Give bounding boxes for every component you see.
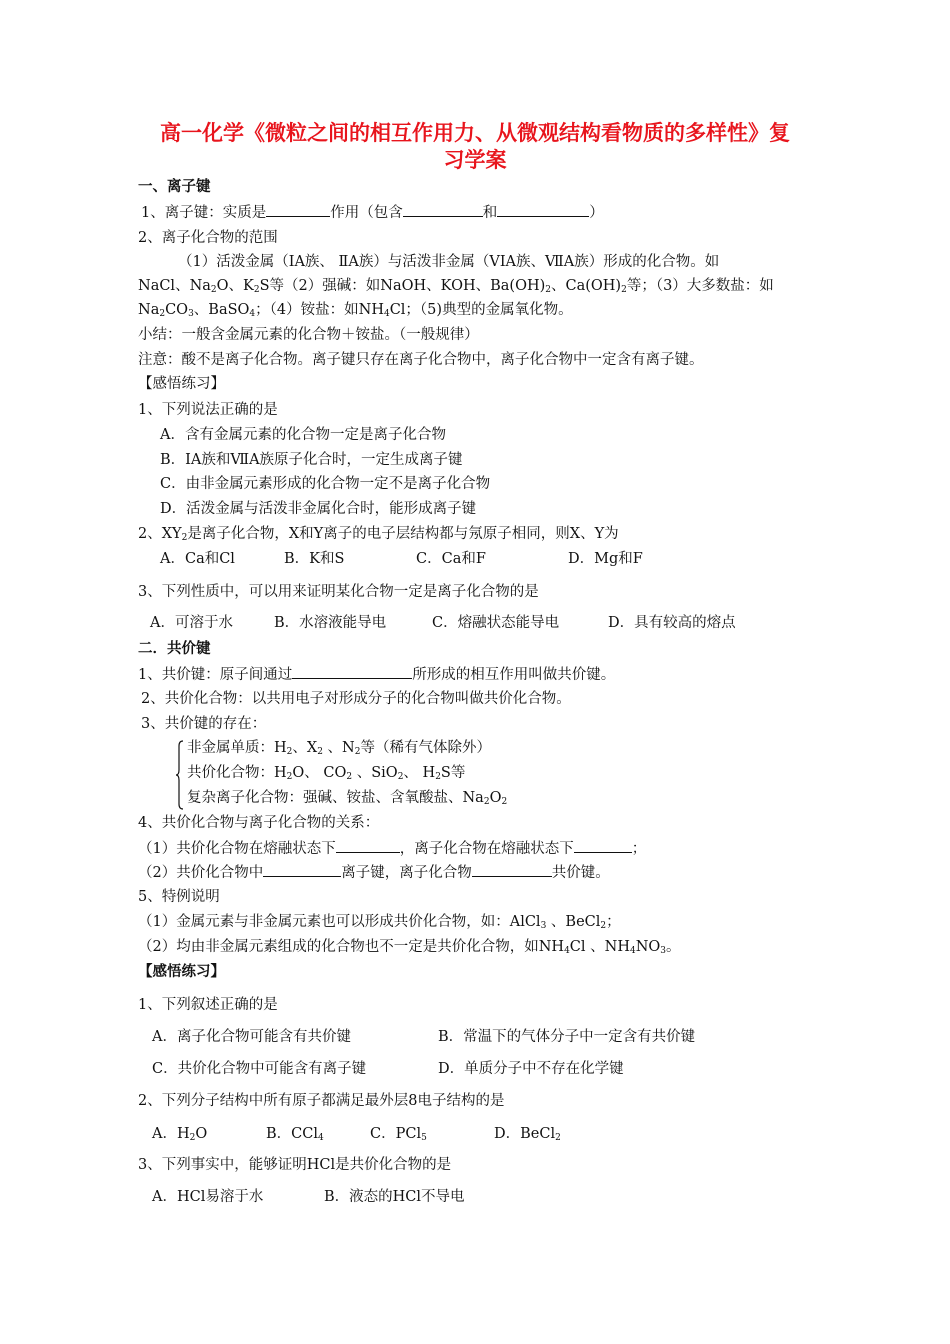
option-a: A．$H_2O$ (152, 1126, 208, 1143)
answer-blank[interactable] (292, 664, 412, 679)
ionic-compound-range: 2、离子化合物的范围 (138, 230, 278, 246)
option-d: D．单质分子中不存在化学键 (438, 1061, 624, 1077)
option-b: B．K和S (284, 551, 345, 567)
answer-blank[interactable] (574, 838, 632, 853)
question-2-options (160, 549, 643, 569)
curly-brace-icon (176, 740, 184, 810)
option-b: B．液态的HCl不导电 (324, 1189, 465, 1205)
question-3-options (152, 1187, 465, 1207)
range-examples-cont: $Na_2CO_3$、BaSO$_4$；（4）铵盐：如$NH_4Cl$；（5)典型的金属氧化物。 (138, 302, 573, 319)
question-1-options-row-1 (152, 1027, 695, 1047)
section-covalent-heading: 二．共价键 (138, 641, 211, 657)
question-2: 2、下列分子结构中所有原子都满足最外层8电子结构的是 (138, 1093, 505, 1109)
covalent-existence: 3、共价键的存在： (141, 716, 267, 732)
question-2: 2、$XY_2$是离子化合物，X和Y离子的电子层结构都与氖原子相同，则X、Y为 (138, 526, 619, 543)
practice-heading: 【感悟练习】 (138, 376, 225, 392)
ionic-definition: 1、离子键：实质是 作用（包含 和 ） (141, 202, 604, 223)
option-d: D．BeCl$_2$ (494, 1126, 561, 1143)
practice-heading: 【感悟练习】 (138, 964, 225, 980)
covalent-compound-definition: 2、共价化合物：以共用电子对形成分子的化合物叫做共价化合物。 (141, 691, 571, 707)
document-title (120, 120, 830, 174)
option-b: B．CCl$_4$ (266, 1126, 324, 1143)
option-d: D．Mg和F (568, 551, 643, 567)
special-cases-heading: 5、特例说明 (138, 889, 220, 905)
option-a: A．HCl易溶于水 (152, 1189, 264, 1205)
option-a: A．Ca和Cl (160, 551, 235, 567)
section-ionic-heading: 一、离子键 (138, 179, 211, 195)
option-a: A．离子化合物可能含有共价键 (152, 1029, 351, 1045)
option-b: B．水溶液能导电 (274, 615, 387, 631)
option-c: C．共价化合物中可能含有离子键 (152, 1061, 367, 1077)
question-2-options (152, 1124, 561, 1144)
relation-item-1: （1）共价化合物在熔融状态下 ，离子化合物在熔融状态下 ； (138, 838, 646, 859)
brace-item-nonmetal: 非金属单质：$H_2$、$X_2$ 、$N_2$等（稀有气体除外） (187, 740, 491, 757)
option-c: C．熔融状态能导电 (432, 615, 560, 631)
option-d: D．具有较高的熔点 (608, 615, 736, 631)
answer-blank[interactable] (336, 838, 400, 853)
covalent-definition: 1、共价键：原子间通过 所形成的相互作用叫做共价键。 (138, 664, 615, 685)
relation-item-2: （2）共价化合物中 离子键，离子化合物 共价键。 (138, 862, 610, 883)
answer-blank[interactable] (497, 202, 589, 217)
option-c: C．Ca和F (416, 551, 486, 567)
brace-item-covalent: 共价化合物：$H_2O$、 $CO_2$ 、SiO$_2$、 $H_2S$等 (187, 765, 466, 782)
special-case-1: （1）金属元素与非金属元素也可以形成共价化合物，如：AlCl$_3$ 、BeCl$_2$； (138, 914, 621, 931)
option-a: A．含有金属元素的化合物一定是离子化合物 (160, 427, 446, 443)
question-3: 3、下列事实中，能够证明HCl是共价化合物的是 (138, 1157, 452, 1173)
question-1: 1、下列叙述正确的是 (138, 997, 278, 1013)
summary-text: 小结：一般含金属元素的化合物＋铵盐。（一般规律） (138, 327, 479, 343)
option-a: A．可溶于水 (150, 615, 233, 631)
title-line-1: 高一化学《微粒之间的相互作用力、从微观结构看物质的多样性》复 (160, 121, 790, 145)
question-3-options (150, 613, 736, 633)
question-1: 1、下列说法正确的是 (138, 402, 278, 418)
brace-item-complex-ionic: 复杂离子化合物：强碱、铵盐、含氧酸盐、$Na_2O_2$ (187, 790, 508, 807)
range-examples: NaCl、$Na_2O$、$K_2S$等（2）强碱：如NaOH、KOH、$Ba(OH)_2$、$Ca(OH)_2$等；（3）大多数盐：如 (138, 278, 774, 295)
special-case-2: （2）均由非金属元素组成的化合物也不一定是共价化合物，如$NH_4Cl$ 、$NH_4NO_3$。 (138, 939, 681, 956)
note-text: 注意：酸不是离子化合物。离子键只存在离子化合物中，离子化合物中一定含有离子键。 (138, 352, 704, 368)
answer-blank[interactable] (472, 862, 552, 877)
answer-blank[interactable] (403, 202, 483, 217)
question-3: 3、下列性质中，可以用来证明某化合物一定是离子化合物的是 (138, 584, 539, 600)
option-d: D．活泼金属与活泼非金属化合时，能形成离子键 (160, 501, 477, 517)
option-b: B．常温下的气体分子中一定含有共价键 (438, 1029, 696, 1045)
answer-blank[interactable] (263, 862, 341, 877)
answer-blank[interactable] (266, 202, 330, 217)
question-1-options-row-2 (152, 1059, 624, 1079)
range-item-1: （1）活泼金属（ⅠA族、 ⅡA族）与活泼非金属（VIA族、ⅦA族）形成的化合物。如 (178, 254, 720, 270)
option-c: C．由非金属元素形成的化合物一定不是离子化合物 (160, 476, 491, 492)
option-c: C．PCl$_5$ (370, 1126, 427, 1143)
title-line-2: 习学案 (443, 148, 507, 172)
option-b: B．ⅠA族和ⅦA族原子化合时，一定生成离子键 (160, 452, 463, 468)
relation-heading: 4、共价化合物与离子化合物的关系： (138, 815, 380, 831)
